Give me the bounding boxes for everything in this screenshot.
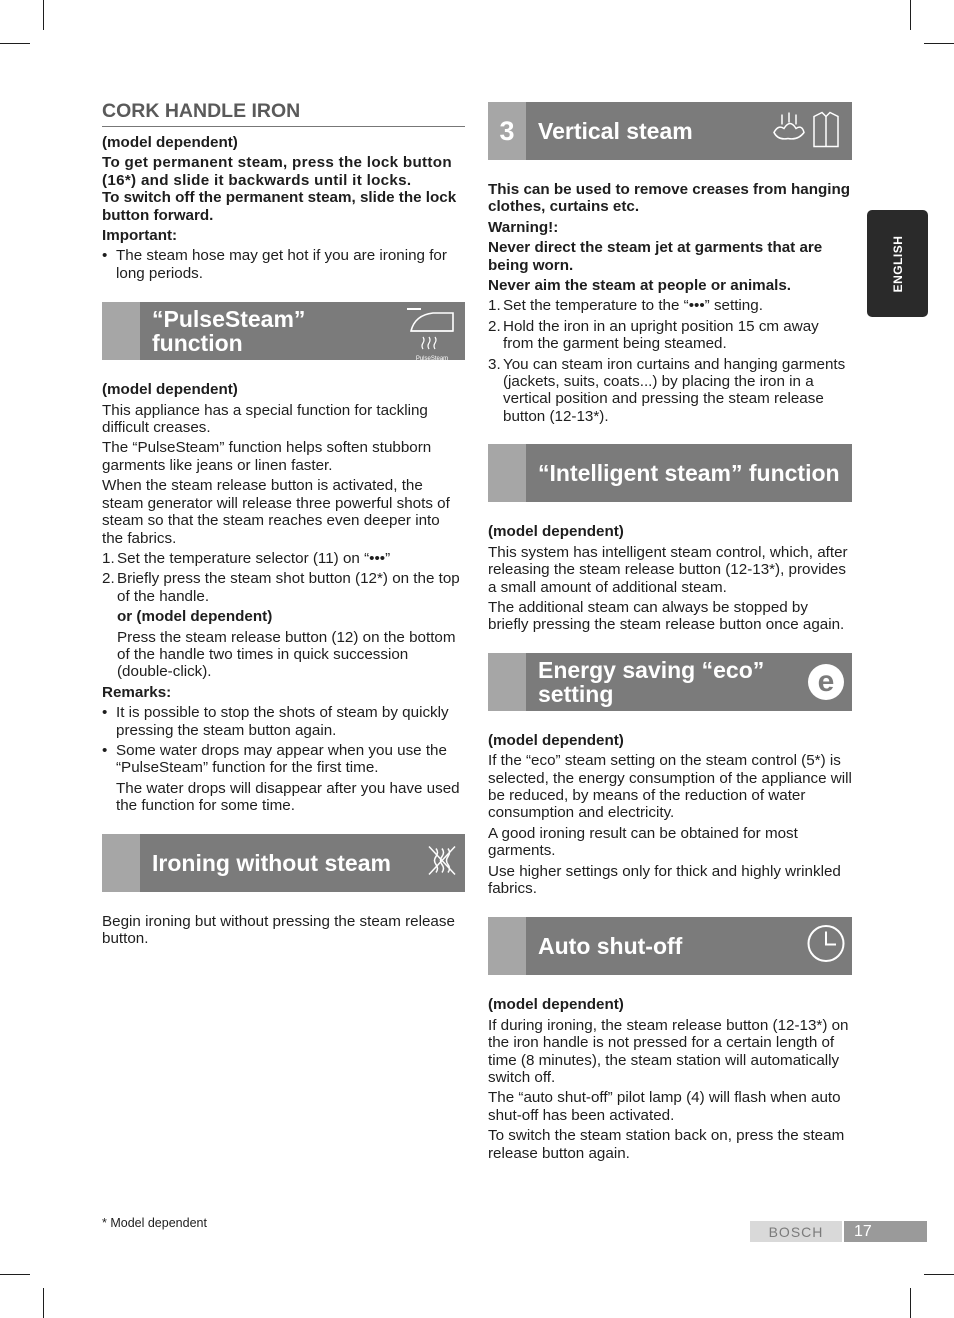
eco-model-note: (model dependent): [488, 731, 624, 749]
pulsesteam-title: [152, 307, 305, 355]
title-line: setting: [538, 680, 614, 707]
intelligent-paragraph: This system has intelligent steam control, which, after releasing the steam release button (12-13*), provides a small amount of additional steam.: [488, 543, 848, 596]
shutoff-model-note: (model dependent): [488, 996, 624, 1014]
crop-mark: [43, 0, 44, 30]
title-line: function: [152, 330, 243, 357]
step-text: Hold the iron in an upright position 15 cm away from the garment being steamed.: [503, 317, 819, 353]
header-tab: [102, 834, 140, 892]
pulsesteam-header: [102, 302, 465, 363]
pulse-paragraph: The “PulseSteam” function helps soften stubborn garments like jeans or linen faster.: [102, 439, 432, 474]
pulse-paragraph: This appliance has a special function for tackling difficult creases.: [102, 401, 428, 437]
cork-permanent-steam-on: To get permanent steam, press the lock button (16*) and slide it backwards until it locks.: [102, 154, 452, 189]
no-steam-title: Ironing without steam: [152, 849, 391, 876]
crop-mark: [0, 1274, 30, 1275]
list-item: [488, 318, 852, 353]
eco-paragraph: A good ironing result can be obtained for most garments.: [488, 824, 798, 860]
no-steam-paragraph: Begin ironing but without pressing the steam release button.: [102, 912, 455, 947]
eco-title: [538, 658, 764, 706]
intelligent-steam-header: [488, 444, 852, 502]
auto-shutoff-header: [488, 917, 852, 975]
step-text: Set the temperature to the “•••” setting.: [503, 297, 763, 315]
bullet-text: Some water drops may appear when you use the “PulseSteam” function for the first time.: [116, 741, 447, 777]
header-tab: [102, 302, 140, 360]
crop-mark: [910, 0, 911, 30]
vertical-warning-label: Warning!:: [488, 218, 559, 236]
eco-paragraph: If the “eco” steam setting on the steam control (5*) is selected, the energy consumption of the appliance will be reduced, by means of the reduction of water consumption and electricity.: [488, 752, 852, 822]
list-item: [102, 742, 465, 815]
header-bar: [526, 653, 852, 711]
title-line: Energy saving “eco”: [538, 656, 765, 683]
pulse-or-text: Press the steam release button (12) on the bottom of the handle two times in quick succession (double-click).: [117, 628, 456, 681]
header-bar: [140, 302, 465, 363]
step-text: Briefly press the steam shot button (12*) on the top of the handle.: [117, 570, 460, 605]
vertical-warning-1: Never direct the steam jet at garments that are being worn.: [488, 239, 823, 274]
no-steam-header: [102, 834, 465, 892]
crop-mark: [924, 1274, 954, 1275]
cork-model-note: (model dependent): [102, 134, 238, 151]
pulse-steps: [102, 550, 465, 681]
intelligent-steam-title: “Intelligent steam” function: [538, 460, 840, 487]
step-number: 1.: [488, 297, 501, 315]
vertical-steps: [488, 297, 852, 425]
auto-shutoff-title: Auto shut-off: [538, 933, 683, 960]
page-footer: [750, 1221, 927, 1242]
step-number: 1.: [102, 549, 115, 567]
language-tab: [867, 210, 928, 317]
header-bar: [140, 834, 465, 892]
header-tab: [488, 444, 526, 502]
shutoff-paragraph: If during ironing, the steam release button (12-13*) on the iron handle is not pressed for a certain length of time (8 minutes), the steam station will automatically switch off.: [488, 1016, 849, 1086]
pulsesteam-icon-label: PulseSteam: [415, 356, 449, 363]
clock-icon: [806, 924, 846, 969]
step-text: Set the temperature selector (11) on “•••”: [117, 549, 391, 567]
header-bar: [526, 444, 852, 502]
list-item: [102, 550, 465, 567]
header-tab: [488, 653, 526, 711]
header-bar: [526, 102, 852, 160]
crop-mark: [0, 43, 30, 44]
bullet-extra: The water drops will disappear after you have used the function for some time.: [116, 779, 460, 815]
vertical-steam-title: Vertical steam: [538, 118, 693, 144]
list-item: [488, 297, 852, 314]
list-item: • It is possible to stop the shots of steam by quickly pressing the steam button again.: [102, 704, 465, 739]
shutoff-paragraph: To switch the steam station back on, press the steam release button again.: [488, 1127, 845, 1162]
page-number: 17: [844, 1221, 927, 1242]
list-item: [488, 356, 852, 426]
step-number-tab: 3: [488, 102, 526, 160]
cork-important-label: Important:: [102, 227, 178, 245]
header-tab: [488, 917, 526, 975]
footnote: * Model dependent: [102, 1216, 207, 1230]
intelligent-model-note: (model dependent): [488, 523, 624, 541]
shutoff-paragraph: The “auto shut-off” pilot lamp (4) will flash when auto shut-off has been activated.: [488, 1089, 841, 1124]
left-column: [102, 96, 465, 947]
list-item: [102, 570, 465, 680]
eco-paragraph: Use higher settings only for thick and highly wrinkled fabrics.: [488, 862, 841, 897]
cork-bullets: [102, 247, 465, 282]
vertical-warning-2: Never aim the steam at people or animals.: [488, 277, 792, 295]
language-tab-label: ENGLISH: [890, 235, 905, 292]
step-number: 2.: [102, 570, 115, 588]
pulse-paragraph: When the steam release button is activated, the steam generator will release three powerful shots of steam so that the steam reaches even deeper into the fabrics.: [102, 477, 450, 547]
pulse-remarks: [102, 704, 465, 814]
title-line: “PulseSteam”: [152, 306, 306, 333]
eco-icon: e: [808, 664, 844, 700]
cork-handle-title: CORK HANDLE IRON: [102, 100, 465, 127]
vertical-intro: This can be used to remove creases from hanging clothes, curtains etc.: [488, 181, 851, 216]
step-text: You can steam iron curtains and hanging garments (jackets, suits, coats...) by placing the iron in a vertical position and pressing the steam release button (12-13*).: [503, 355, 846, 425]
vertical-steam-header: [488, 102, 852, 160]
eco-header: [488, 653, 852, 711]
pulsesteam-icon: [405, 305, 459, 363]
intelligent-paragraph: The additional steam can always be stopped by briefly pressing the steam release button once again.: [488, 598, 845, 634]
right-column: [488, 102, 852, 1162]
crop-mark: [924, 43, 954, 44]
step-number: 3.: [488, 355, 501, 373]
step-number: 2.: [488, 317, 501, 335]
header-bar: [526, 917, 852, 975]
no-steam-icon: [427, 844, 457, 881]
vertical-steam-icon: [770, 107, 846, 156]
pulse-model-note: (model dependent): [102, 381, 238, 399]
brand-name: BOSCH: [750, 1221, 842, 1242]
pulse-remarks-label: Remarks:: [102, 683, 172, 701]
cork-permanent-steam-off: To switch off the permanent steam, slide the lock button forward.: [102, 189, 457, 224]
list-item: • The steam hose may get hot if you are ironing for long periods.: [102, 247, 465, 282]
pulse-or-label: or (model dependent): [117, 608, 273, 626]
crop-mark: [43, 1288, 44, 1318]
crop-mark: [910, 1288, 911, 1318]
